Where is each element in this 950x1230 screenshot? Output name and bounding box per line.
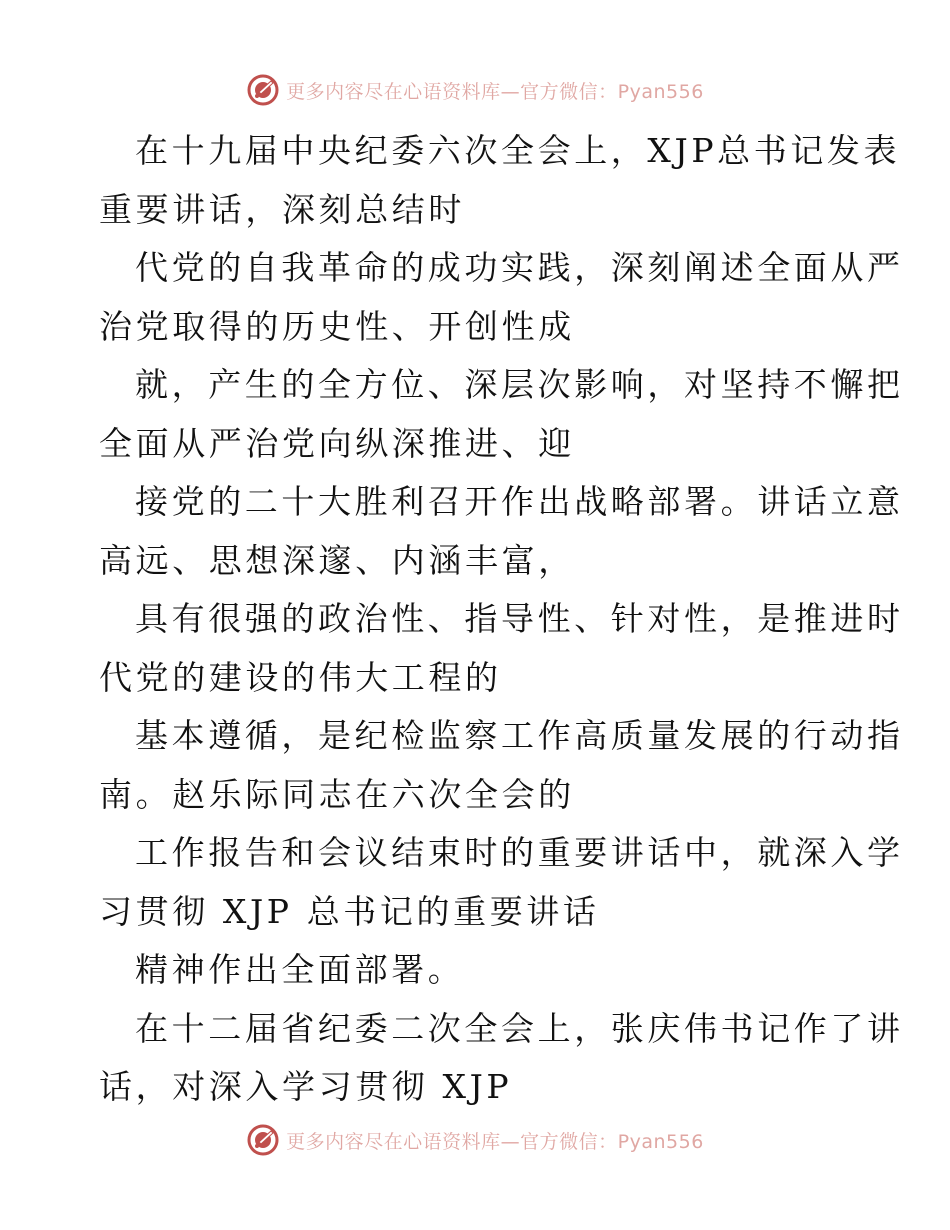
text-line: 重要讲话，深刻总结时 (99, 189, 465, 229)
text-line: 精神作出全面部署。 (135, 950, 465, 989)
text-line: 南。赵乐际同志在六次全会的 (99, 774, 575, 814)
text-line: 在十二届省纪委二次全会上，张庆伟书记作了讲 (135, 1008, 904, 1048)
document-body (99, 122, 904, 1117)
text-line: 治党取得的历史性、开创性成 (99, 306, 575, 346)
watermark-group (246, 73, 704, 107)
text-line: 工作报告和会议结束时的重要讲话中，就深入学 (135, 833, 904, 872)
text-line: 接党的二十大胜利召开作出战略部署。讲话立意 (135, 482, 904, 521)
watermark-text: 更多内容尽在心语资料库—官方微信：Pyan556 (286, 80, 704, 103)
text-line: 高远、思想深邃、内涵丰富， (99, 540, 575, 580)
text-line: 习贯彻 XJP 总书记的重要讲话 (99, 891, 600, 931)
text-line: 话，对深入学习贯彻 XJP (99, 1067, 513, 1106)
watermark-text: 更多内容尽在心语资料库—官方微信：Pyan556 (286, 1130, 704, 1153)
text-line: 代党的自我革命的成功实践，深刻阐述全面从严 (135, 248, 904, 287)
text-line: 全面从严治党向纵深推进、迎 (99, 423, 575, 463)
text-line: 在十九届中央纪委六次全会上，XJP总书记发表 (135, 131, 901, 170)
text-line: 代党的建设的伟大工程的 (99, 657, 502, 697)
watermark-group (246, 1123, 704, 1157)
brand-logo-icon (246, 1123, 280, 1157)
footer-watermark (0, 1120, 950, 1160)
text-line: 就，产生的全方位、深层次影响，对坚持不懈把 (135, 365, 904, 404)
text-line: 具有很强的政治性、指导性、针对性，是推进时 (135, 599, 904, 638)
text-line: 基本遵循，是纪检监察工作高质量发展的行动指 (135, 716, 904, 755)
brand-logo-icon (246, 73, 280, 107)
header-watermark (0, 70, 950, 110)
